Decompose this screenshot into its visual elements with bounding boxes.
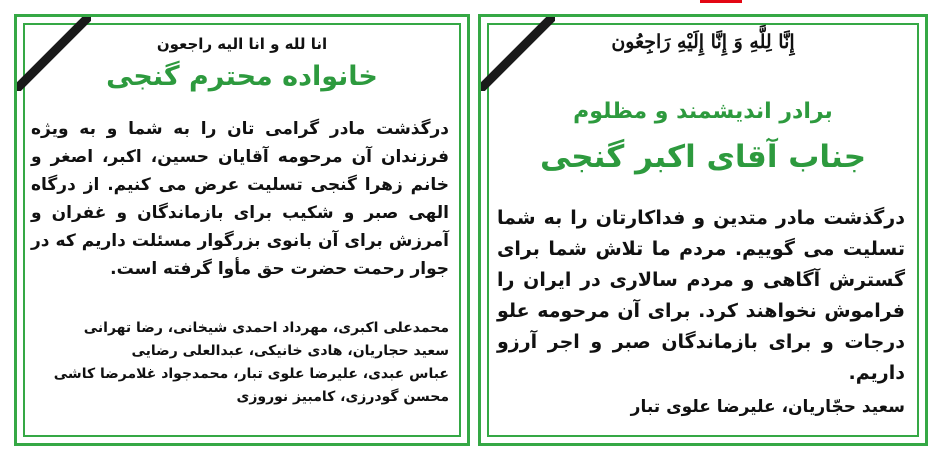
notice-body: درگذشت مادر گرامی تان را به شما و به ویژه فرزندان آن مرحومه آقایان حسین، اکبر، اصغر و خانم زهرا گنجی تسلیت عرض می کنیم. از درگاه الهی صبر و شکیب برای بازماندگان و غفران و آمرزش برای آن بانوی بزرگوار مسئلت داریم که در جوار رحمت حضرت حق مأوا گرفته است. [31,119,449,279]
notice-title: جناب آقای اکبر گنجی [539,139,867,175]
quran-verse: انا لله و انا الیه راجعون [156,35,328,53]
notice-body: درگذشت مادر متدین و فداکارتان را به شما تسلیت می گوییم. مردم ما تلاش شما برای گسترش آگاهی و مردم سالاری در ایران را فراموش نخواهند کرد. برای آن مرحومه علو درجات و برای بازماندگان صبر و اجر آرزو داریم. [497,207,905,384]
notice-title: خانواده محترم گنجی [106,61,378,92]
signature-line: محمدعلی اکبری، مهرداد احمدی شیخانی، رضا تهرانی [83,320,449,336]
condolence-notice-akbar-ganji [478,14,928,446]
quran-verse: إِنَّا لِلَّهِ وَ إِنَّا إِلَيْهِ رَاجِعُون [611,31,795,53]
notice-signatures [31,317,449,409]
notice-subtitle: برادر اندیشمند و مظلوم [573,99,833,124]
notice-signatures: سعید حجّاریان، علیرضا علوی تبار [630,397,905,417]
condolence-notice-ganji-family [14,14,470,446]
signature-line: عباس عبدی، علیرضا علوی تبار، محمدجواد غلامرضا کاشی [53,366,449,382]
top-accent-bar [700,0,742,3]
signature-line: محسن گودرزی، کامبیز نوروزی [236,389,449,405]
signature-line: سعید حجاریان، هادی خانیکی، عبدالعلی رضایی [131,343,449,359]
